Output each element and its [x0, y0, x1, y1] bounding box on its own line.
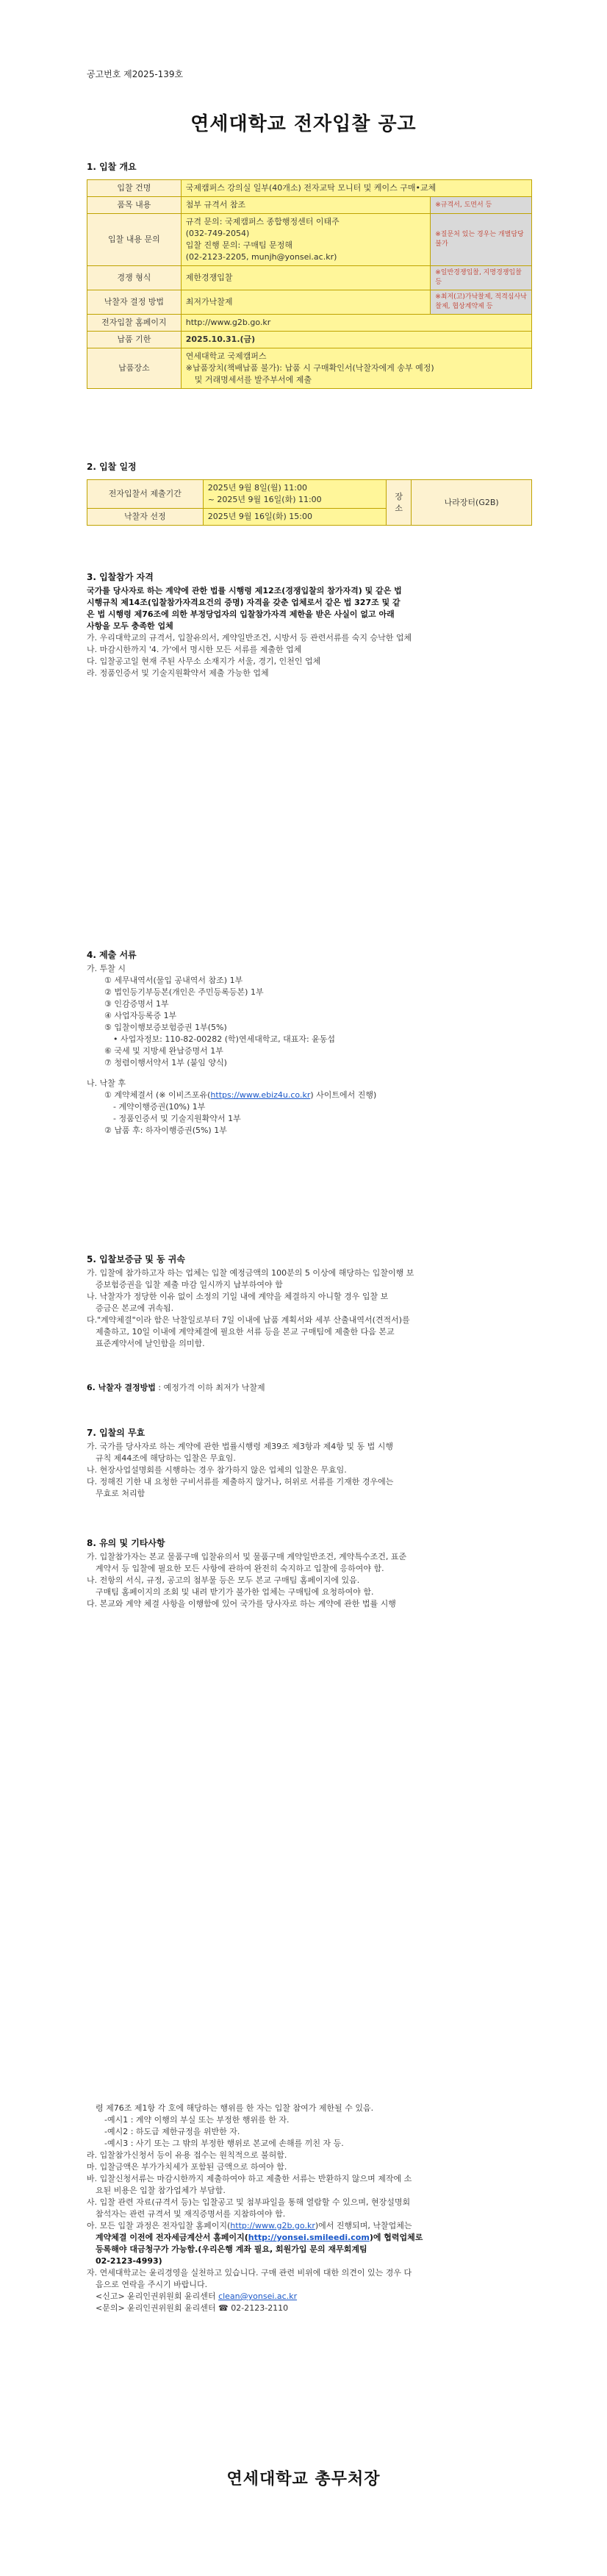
- note-text: 등록해야 대금청구가 가능함.(우리은행 계좌 필요, 회원가입 문의 재무회계팀: [96, 2244, 367, 2254]
- section-4-body: [87, 963, 532, 1137]
- section-8-heading: 8. 유의 및 기타사항: [87, 1538, 165, 1548]
- section-4-heading: 4. 제출 서류: [87, 950, 137, 960]
- deposit-text: 증보험증권을 입찰 제출 마감 일시까지 납부하여야 함: [96, 1280, 283, 1289]
- schedule-table: [87, 479, 532, 526]
- name-label: 입찰 건명: [87, 180, 182, 197]
- deposit-text: 표준계약서에 날인함을 의미함.: [96, 1339, 205, 1348]
- section-5-heading: 5. 입찰보증금 및 동 귀속: [87, 1254, 185, 1264]
- note-example: -예시1 : 계약 이행의 부실 또는 부정한 행위를 한 자.: [104, 2115, 290, 2125]
- g2b-link[interactable]: http://www.g2b.go.kr: [230, 2221, 315, 2230]
- note-example: -예시2 : 하도급 제한규정을 위반한 자.: [104, 2127, 240, 2136]
- document-group: 나. 낙찰 후: [87, 1078, 126, 1088]
- section-6: [87, 1382, 532, 1394]
- deposit-text: 증금은 본교에 귀속됨.: [96, 1303, 174, 1313]
- ebiz-link[interactable]: https://www.ebiz4u.co.kr: [210, 1090, 311, 1100]
- note-text: 참석자는 관련 규격서 및 재직증명서를 지참하여야 함.: [96, 2209, 286, 2219]
- document-item: ④ 사업자등록증 1부: [104, 1011, 177, 1020]
- note-text: 음으로 연락을 주시기 바랍니다.: [96, 2280, 208, 2289]
- invalid-text: 무효로 처리함: [96, 1489, 146, 1498]
- name-value: 국제캠퍼스 강의실 일부(40개소) 전자교탁 모니터 및 케이스 구매•교체: [181, 180, 531, 197]
- document-item: [87, 1090, 532, 1101]
- contact-line: (02-2123-2205, munjh@yonsei.ac.kr): [185, 252, 337, 262]
- bid-overview-table: [87, 179, 532, 389]
- place-label: 장소: [387, 480, 412, 526]
- note-text: 자. 연세대학교는 윤리경영을 실천하고 있습니다. 구매 관련 비위에 대한 의견이 있는 경우 다: [87, 2268, 412, 2278]
- table-row: [87, 197, 532, 214]
- contact-value: [181, 214, 431, 266]
- method-label: 낙찰자 결정 방법: [87, 290, 182, 315]
- note-text: 라. 입찰참가신청서 등이 유용 접수는 원칙적으로 불허함.: [87, 2150, 287, 2160]
- section-1-heading: 1. 입찰 개요: [87, 162, 137, 172]
- note-text: 나. 전항의 서식, 규정, 공고의 첨부물 등은 모두 본교 구매팀 홈페이지에 있음.: [87, 1575, 360, 1585]
- note-span: )에 협력업체로: [369, 2233, 423, 2242]
- qualification-text: 사항을 모두 충족한 업체: [87, 621, 173, 631]
- document-group: 가. 투찰 시: [87, 964, 126, 973]
- note-text: 계약서 등 입찰에 필요한 모든 사항에 관하여 완전히 숙지하고 입찰에 응하여야 함.: [96, 1564, 384, 1573]
- deposit-text: 다."계약체결"이라 함은 낙찰일로부터 7일 이내에 납품 계획서와 세부 산출내역서(견적서)를: [87, 1315, 410, 1325]
- note-text: [87, 2291, 532, 2303]
- note-text: 가. 입찰참가자는 본교 물품구매 입찰유의서 및 물품구매 계약일반조건, 계약특수조건, 표준: [87, 1552, 407, 1561]
- table-row: [87, 480, 532, 509]
- note-text: 마. 입찰금액은 부가가치세가 포함된 금액으로 하여야 함.: [87, 2162, 287, 2172]
- notice-number: 공고번호 제2025-139호: [87, 69, 184, 79]
- document-subitem: - 정품인증서 및 기술지원확약서 1부: [113, 1114, 241, 1123]
- type-note: ※일반경쟁입찰, 지명경쟁입찰 등: [431, 266, 532, 290]
- qualification-text: 은 법 시행령 제76조에 의한 부정당업자의 입찰참가자격 제한을 받은 사실이 없고 아래: [87, 609, 395, 619]
- document-text: ① 계약체결서 (※ 이비즈포유(: [104, 1090, 211, 1100]
- submit-line: ~ 2025년 9월 16일(화) 11:00: [207, 495, 322, 504]
- table-row: [87, 180, 532, 197]
- note-text: 다. 본교와 계약 체결 사항을 이행함에 있어 국가를 당사자로 하는 계약에 관한 법률 시행: [87, 1599, 396, 1609]
- note-example: -예시3 : 사기 또는 그 밖의 부정한 행위로 본교에 손해를 끼친 자 등.: [104, 2139, 344, 2148]
- method-note: ※최저(고)가낙찰제, 적격심사낙찰제, 협상계약제 등: [431, 290, 532, 315]
- place-value: [181, 348, 531, 389]
- document-subitem: • 사업자정보: 110-82-00282 (학)연세대학교, 대표자: 윤동섭: [113, 1034, 336, 1044]
- submit-line: 2025년 9월 8일(월) 11:00: [207, 483, 307, 493]
- site-value[interactable]: http://www.g2b.go.kr: [181, 315, 531, 332]
- note-text: 바. 입찰신청서류는 마감시한까지 제출하여야 하고 제출한 서류는 반환하지 않으며 제작에 소: [87, 2174, 412, 2183]
- section-5-body: [87, 1267, 532, 1350]
- contact-note: ※질문처 있는 경우는 개별담당 불가: [431, 214, 532, 266]
- submit-label: 전자입찰서 제출기간: [87, 480, 204, 509]
- open-value: 2025년 9월 16일(화) 15:00: [203, 509, 387, 526]
- item-value: 첨부 규격서 참조: [181, 197, 431, 214]
- open-label: 낙찰자 선정: [87, 509, 204, 526]
- section-8-body-b: [87, 2103, 532, 2314]
- deposit-text: 제출하고, 10일 이내에 계약체결에 필요한 서류 등을 본교 구매팀에 제출한 다음 본교: [96, 1327, 395, 1337]
- smileedi-link[interactable]: http://yonsei.smileedi.com: [248, 2233, 370, 2242]
- note-span: 계약체결 이전에 전자세금계산서 홈페이지(: [96, 2233, 248, 2242]
- table-row: [87, 348, 532, 389]
- qualification-item: 나. 마감시한까지 '4. 가'에서 명시한 모든 서류를 제출한 업체: [87, 645, 302, 654]
- section-2-heading: 2. 입찰 일정: [87, 462, 137, 472]
- deadline-label: 납품 기한: [87, 332, 182, 348]
- place-line: ※납품장치(책배납품 불가): 납품 시 구매확인서(낙찰자에게 송부 예정): [185, 363, 434, 373]
- item-note: ※규격서, 도면서 등: [431, 197, 532, 214]
- section-3-heading: 3. 입찰참가 자격: [87, 572, 154, 582]
- submit-value: [203, 480, 387, 509]
- note-text: 요된 비용은 입찰 참가업체가 부담함.: [96, 2186, 226, 2195]
- place-line: 및 거래명세서를 발주부서에 제출: [194, 375, 312, 384]
- note-text: [87, 2220, 532, 2232]
- issuer-signature: 연세대학교 총무처장: [226, 2470, 381, 2489]
- site-label: 전자입찰 홈페이지: [87, 315, 182, 332]
- note-text: 구매팀 홈페이지의 조회 및 내려 받기가 불가한 업체는 구매팀에 요청하여야 함.: [96, 1587, 374, 1597]
- section-7-heading: 7. 입찰의 무효: [87, 1428, 146, 1438]
- document-item: ③ 인감증명서 1부: [104, 999, 169, 1009]
- qualification-text: 국가를 당사자로 하는 계약에 관한 법률 시행령 제12조(경쟁입찰의 참가자격) 및 같은 법: [87, 586, 402, 595]
- qualification-item: 가. 우리대학교의 규격서, 입찰유의서, 계약일반조건, 시방서 등 관련서류를 숙지 승낙한 업체: [87, 633, 412, 643]
- note-text: <문의> 윤리인권위원회 윤리센터 ☎ 02-2123-2110: [96, 2303, 289, 2313]
- page-title: 연세대학교 전자입찰 공고: [190, 113, 417, 135]
- qualification-item: 다. 입찰공고일 현재 주된 사무소 소재지가 서울, 경기, 인천인 업체: [87, 656, 321, 666]
- deposit-text: 가. 입찰에 참가하고자 하는 업체는 입찰 예정금액의 100분의 5 이상에 해당하는 입찰이행 보: [87, 1268, 414, 1278]
- note-text: 사. 입찰 관련 자료(규격서 등)는 입찰공고 및 첨부파일을 통해 열람할 수 있으며, 현장설명회: [87, 2197, 411, 2207]
- table-row: [87, 290, 532, 315]
- contact-line: (032-749-2054): [185, 229, 250, 238]
- document-item: ② 법인등기부등본(개인은 주민등록등본) 1부: [104, 987, 264, 997]
- invalid-text: 가. 국가를 당사자로 하는 계약에 관한 법률시행령 제39조 제3항과 제4항 및 동 법 시행: [87, 1442, 393, 1451]
- document-item: ⑥ 국세 및 지방세 완납증명서 1부: [104, 1046, 223, 1056]
- section-3-body: [87, 585, 532, 679]
- table-row: [87, 266, 532, 290]
- section-6-value: : 예정가격 이하 최저가 낙찰제: [158, 1383, 265, 1392]
- qualification-text: 시행규칙 제14조(입찰참가자격요건의 증명) 자격을 갖춘 업체로서 같은 법 327조 및 같: [87, 598, 401, 607]
- document-text: ) 사이트에서 진행): [310, 1090, 377, 1100]
- document-item: ⑦ 청렴이행서약서 1부 (붙임 양식): [104, 1058, 227, 1067]
- note-span: 아. 모든 입찰 과정은 전자입찰 홈페이지(: [87, 2221, 231, 2230]
- place-line: 연세대학교 국제캠퍼스: [185, 351, 267, 361]
- note-span: <신고> 윤리인권위원회 윤리센터: [96, 2291, 219, 2301]
- document-item: ⑤ 입찰이행보증보험증권 1부(5%): [104, 1023, 227, 1032]
- document-item: ① 세무내역서(물입 공내역서 참조) 1부: [104, 976, 243, 985]
- type-label: 경쟁 형식: [87, 266, 182, 290]
- note-text: 령 제76조 제1항 각 호에 해당하는 행위를 한 자는 입찰 참여가 제한될 수 있음.: [96, 2103, 374, 2113]
- deposit-text: 나. 낙찰자가 정당한 이유 없이 소정의 기일 내에 계약을 체결하지 아니할 경우 입찰 보: [87, 1292, 389, 1301]
- invalid-text: 규칙 제44조에 해당하는 입찰은 무효임.: [96, 1453, 236, 1463]
- invalid-text: 나. 현장사업설명회를 시행하는 경우 참가하지 않은 업체의 입찰은 무효임.: [87, 1465, 347, 1475]
- contact-line: 입찰 진행 문의: 구매팀 문정해: [185, 240, 292, 250]
- section-7-body: [87, 1441, 532, 1500]
- contact-line: 규격 문의: 국제캠퍼스 종합행정센터 이태주: [185, 217, 340, 226]
- section-8-body-a: [87, 1551, 532, 1610]
- invalid-text: 다. 정해진 기한 내 요청한 구비서류를 제출하지 않거나, 허위로 서류를 기재한 경우에는: [87, 1477, 394, 1486]
- note-text: 02-2123-4993): [96, 2256, 162, 2266]
- document-subitem: - 계약이행증권(10%) 1부: [113, 1102, 206, 1112]
- clean-email-link[interactable]: clean@yonsei.ac.kr: [218, 2291, 298, 2301]
- contact-label: 입찰 내용 문의: [87, 214, 182, 266]
- note-span: )에서 진행되며, 낙찰업체는: [315, 2221, 412, 2230]
- note-text: [87, 2232, 532, 2244]
- table-row: [87, 214, 532, 266]
- method-value: 최저가낙찰제: [181, 290, 431, 315]
- deadline-value: 2025.10.31.(금): [181, 332, 531, 348]
- place-label: 납품장소: [87, 348, 182, 389]
- type-value: 제한경쟁입찰: [181, 266, 431, 290]
- place-value: 나라장터(G2B): [412, 480, 532, 526]
- item-label: 품목 내용: [87, 197, 182, 214]
- table-row: [87, 315, 532, 332]
- section-6-heading: 6. 낙찰자 결정방법: [87, 1383, 156, 1392]
- qualification-item: 라. 정품인증서 및 기술지원확약서 제출 가능한 업체: [87, 668, 269, 678]
- document-item: ② 납품 후: 하자이행증권(5%) 1부: [104, 1126, 227, 1135]
- table-row: [87, 332, 532, 348]
